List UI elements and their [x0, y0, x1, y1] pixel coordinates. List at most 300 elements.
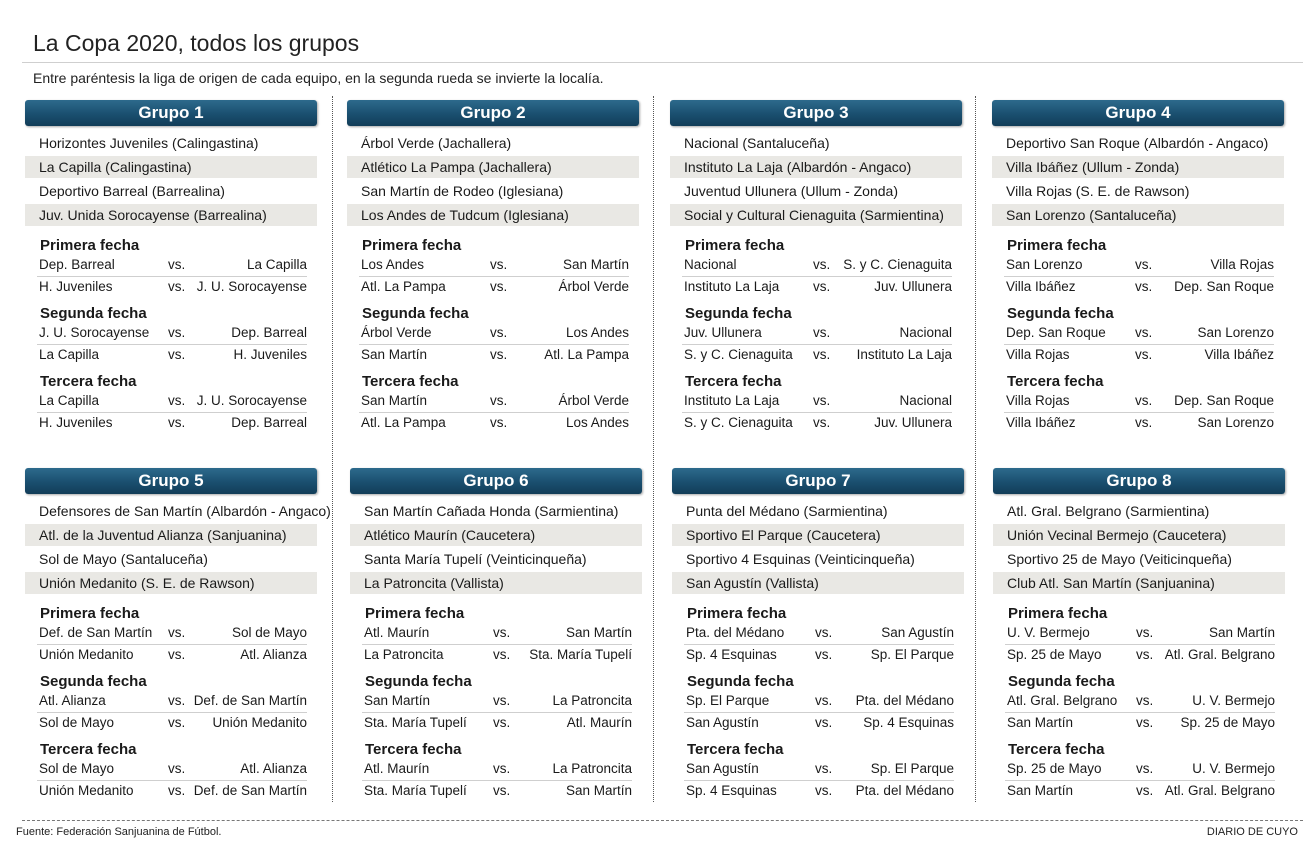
fixture-round [350, 672, 642, 734]
away-team: Sp. El Parque [870, 761, 954, 776]
fixture-round [25, 740, 317, 802]
match-row [37, 691, 307, 713]
match-row [359, 391, 629, 413]
match-row [362, 691, 632, 713]
round-title: Primera fecha [40, 237, 140, 254]
team-item: Atlético Maurín (Caucetera) [350, 524, 642, 546]
team-item: Horizontes Juveniles (Calingastina) [39, 135, 259, 151]
team-item: Sol de Mayo (Santaluceña) [39, 551, 208, 567]
fixture-round [993, 604, 1285, 666]
match-row [1005, 691, 1275, 713]
home-team: Unión Medanito [39, 647, 134, 662]
round-title: Primera fecha [1008, 605, 1108, 622]
away-team: S. y C. Cienaguita [843, 257, 952, 272]
versus-label: vs. [168, 625, 186, 640]
team-item: Defensores de San Martín (Albardón - Angaco) [39, 503, 331, 519]
team-item: Juventud Ullunera (Ullum - Zonda) [684, 183, 898, 199]
away-team: Sp. El Parque [870, 647, 954, 662]
footer-divider [22, 820, 1303, 821]
team-item: Los Andes de Tudcum (Iglesiana) [347, 204, 639, 226]
team-item: Atl. Gral. Belgrano (Sarmientina) [1007, 503, 1210, 519]
versus-label: vs. [1135, 257, 1153, 272]
fixture-round [993, 672, 1285, 734]
match-row [682, 277, 952, 298]
versus-label: vs. [815, 693, 833, 708]
group-panel [992, 100, 1284, 434]
away-team: Árbol Verde [558, 279, 629, 294]
match-row [359, 323, 629, 345]
home-team: Sp. 4 Esquinas [686, 783, 777, 798]
fixture-round [25, 304, 317, 366]
home-team: La Patroncita [364, 647, 444, 662]
round-title: Tercera fecha [365, 741, 462, 758]
group-header: Grupo 1 [25, 100, 317, 126]
round-title: Segunda fecha [1008, 673, 1115, 690]
versus-label: vs. [493, 693, 511, 708]
round-title: Segunda fecha [687, 673, 794, 690]
team-list [993, 500, 1285, 594]
match-row [684, 781, 954, 802]
fixture-round [25, 604, 317, 666]
team-item: Instituto La Laja (Albardón - Angaco) [670, 156, 962, 178]
away-team: Def. de San Martín [193, 693, 307, 708]
match-row [684, 645, 954, 666]
away-team: San Martín [565, 625, 632, 640]
home-team: J. U. Sorocayense [39, 325, 150, 340]
fixture-round [347, 304, 639, 366]
away-team: La Patroncita [552, 761, 632, 776]
home-team: S. y C. Cienaguita [684, 347, 793, 362]
home-team: Atl. Gral. Belgrano [1007, 693, 1118, 708]
versus-label: vs. [1135, 393, 1153, 408]
team-item: Nacional (Santaluceña) [684, 135, 830, 151]
home-team: Sta. María Tupelí [364, 715, 467, 730]
group-header: Grupo 6 [350, 468, 642, 494]
home-team: Atl. Maurín [364, 625, 430, 640]
home-team: Villa Rojas [1006, 347, 1070, 362]
fixture-round [670, 372, 962, 434]
fixture-round [350, 604, 642, 666]
match-row [37, 623, 307, 645]
away-team: Atl. Maurín [566, 715, 632, 730]
home-team: Villa Ibáñez [1006, 415, 1076, 430]
match-row [1004, 413, 1274, 434]
versus-label: vs. [1136, 625, 1154, 640]
home-team: Sp. El Parque [686, 693, 770, 708]
home-team: Unión Medanito [39, 783, 134, 798]
team-item: Unión Medanito (S. E. de Rawson) [25, 572, 317, 594]
match-row [359, 413, 629, 434]
away-team: Los Andes [565, 325, 629, 340]
versus-label: vs. [493, 783, 511, 798]
group-panel [347, 100, 639, 434]
home-team: La Capilla [39, 347, 100, 362]
team-list [670, 132, 962, 226]
fixture-round [993, 740, 1285, 802]
match-row [1005, 645, 1275, 666]
fixture-round [25, 236, 317, 298]
fixture-round [25, 672, 317, 734]
match-row [1004, 255, 1274, 277]
round-title: Primera fecha [687, 605, 787, 622]
away-team: U. V. Bermejo [1192, 693, 1275, 708]
fixture-round [992, 372, 1284, 434]
round-title: Segunda fecha [40, 305, 147, 322]
home-team: Atl. La Pampa [361, 415, 446, 430]
fixture-round [672, 740, 964, 802]
team-item: Árbol Verde (Jachallera) [361, 135, 512, 151]
home-team: Sp. 25 de Mayo [1007, 761, 1102, 776]
away-team: Dep. San Roque [1174, 393, 1274, 408]
round-title: Tercera fecha [1007, 373, 1104, 390]
match-row [37, 781, 307, 802]
versus-label: vs. [813, 415, 831, 430]
team-list [25, 500, 331, 594]
away-team: Dep. San Roque [1174, 279, 1274, 294]
column-divider [332, 96, 333, 802]
versus-label: vs. [490, 279, 508, 294]
page-subtitle: Entre paréntesis la liga de origen de cada equipo, en la segunda rueda se invierte la localía. [33, 70, 604, 86]
team-item: San Lorenzo (Santaluceña) [992, 204, 1284, 226]
team-list [350, 500, 642, 594]
versus-label: vs. [168, 761, 186, 776]
match-row [1004, 345, 1274, 366]
team-item: San Agustín (Vallista) [672, 572, 964, 594]
round-title: Tercera fecha [40, 373, 137, 390]
match-row [37, 645, 307, 666]
home-team: Nacional [684, 257, 737, 272]
away-team: La Capilla [246, 257, 307, 272]
home-team: Def. de San Martín [39, 625, 153, 640]
team-item: Sportivo 4 Esquinas (Veinticinqueña) [686, 551, 915, 567]
team-item: Atl. de la Juventud Alianza (Sanjuanina) [25, 524, 317, 546]
team-item: La Capilla (Calingastina) [25, 156, 317, 178]
home-team: Juv. Ullunera [684, 325, 762, 340]
home-team: Sp. 4 Esquinas [686, 647, 777, 662]
group-panel [350, 468, 642, 802]
home-team: Atl. Alianza [39, 693, 106, 708]
home-team: San Martín [361, 393, 428, 408]
home-team: Atl. Maurín [364, 761, 430, 776]
away-team: H. Juveniles [233, 347, 307, 362]
versus-label: vs. [813, 347, 831, 362]
team-item: San Martín de Rodeo (Iglesiana) [361, 183, 564, 199]
round-title: Primera fecha [362, 237, 462, 254]
home-team: Villa Ibáñez [1006, 279, 1076, 294]
versus-label: vs. [493, 761, 511, 776]
home-team: San Agustín [686, 761, 759, 776]
versus-label: vs. [1135, 347, 1153, 362]
match-row [682, 391, 952, 413]
round-title: Primera fecha [1007, 237, 1107, 254]
match-row [682, 255, 952, 277]
team-list [992, 132, 1284, 226]
match-row [362, 759, 632, 781]
fixture-round [992, 304, 1284, 366]
brand-credit: DIARIO DE CUYO [1206, 826, 1298, 838]
versus-label: vs. [1136, 761, 1154, 776]
home-team: La Capilla [39, 393, 100, 408]
round-title: Tercera fecha [685, 373, 782, 390]
source-note: Fuente: Federación Sanjuanina de Fútbol. [16, 826, 222, 838]
round-title: Tercera fecha [687, 741, 784, 758]
group-panel [25, 468, 331, 802]
fixture-round [350, 740, 642, 802]
fixture-round [672, 672, 964, 734]
away-team: Sta. María Tupelí [529, 647, 632, 662]
away-team: La Patroncita [552, 693, 632, 708]
fixture-round [347, 236, 639, 298]
away-team: San Martín [565, 783, 632, 798]
team-item: Deportivo Barreal (Barrealina) [39, 183, 225, 199]
away-team: Dep. Barreal [231, 325, 307, 340]
versus-label: vs. [815, 715, 833, 730]
versus-label: vs. [490, 415, 508, 430]
match-row [362, 781, 632, 802]
versus-label: vs. [815, 625, 833, 640]
home-team: San Lorenzo [1006, 257, 1083, 272]
home-team: H. Juveniles [39, 415, 113, 430]
versus-label: vs. [168, 647, 186, 662]
home-team: Instituto La Laja [684, 279, 780, 294]
versus-label: vs. [168, 693, 186, 708]
away-team: U. V. Bermejo [1192, 761, 1275, 776]
team-list [25, 132, 317, 226]
away-team: Atl. Gral. Belgrano [1164, 783, 1275, 798]
team-item: San Martín Cañada Honda (Sarmientina) [364, 503, 619, 519]
group-header: Grupo 8 [993, 468, 1285, 494]
team-item: Santa María Tupelí (Veinticinqueña) [364, 551, 587, 567]
away-team: Instituto La Laja [856, 347, 952, 362]
match-row [37, 277, 307, 298]
group-header: Grupo 3 [670, 100, 962, 126]
round-title: Segunda fecha [365, 673, 472, 690]
team-list [672, 500, 964, 594]
home-team: U. V. Bermejo [1007, 625, 1090, 640]
column-divider [975, 96, 976, 802]
versus-label: vs. [168, 415, 186, 430]
round-title: Primera fecha [365, 605, 465, 622]
team-item: Atlético La Pampa (Jachallera) [347, 156, 639, 178]
home-team: Sta. María Tupelí [364, 783, 467, 798]
fixture-round [347, 372, 639, 434]
group-panel [25, 100, 317, 434]
round-title: Segunda fecha [40, 673, 147, 690]
fixture-round [25, 372, 317, 434]
versus-label: vs. [1136, 693, 1154, 708]
versus-label: vs. [1136, 647, 1154, 662]
versus-label: vs. [490, 347, 508, 362]
away-team: San Agustín [881, 625, 954, 640]
match-row [362, 713, 632, 734]
versus-label: vs. [493, 715, 511, 730]
round-title: Primera fecha [40, 605, 140, 622]
away-team: J. U. Sorocayense [196, 279, 307, 294]
round-title: Primera fecha [685, 237, 785, 254]
away-team: Sol de Mayo [231, 625, 307, 640]
group-header: Grupo 4 [992, 100, 1284, 126]
versus-label: vs. [1136, 783, 1154, 798]
away-team: Árbol Verde [558, 393, 629, 408]
match-row [37, 323, 307, 345]
group-header: Grupo 7 [672, 468, 964, 494]
versus-label: vs. [168, 715, 186, 730]
fixture-round [672, 604, 964, 666]
match-row [1004, 323, 1274, 345]
away-team: Juv. Ullunera [874, 415, 952, 430]
match-row [682, 323, 952, 345]
versus-label: vs. [813, 257, 831, 272]
versus-label: vs. [815, 783, 833, 798]
team-item: Social y Cultural Cienaguita (Sarmientina) [670, 204, 962, 226]
round-title: Tercera fecha [1008, 741, 1105, 758]
home-team: Los Andes [361, 257, 425, 272]
away-team: Unión Medanito [212, 715, 307, 730]
match-row [359, 345, 629, 366]
away-team: Los Andes [565, 415, 629, 430]
match-row [684, 623, 954, 645]
away-team: Pta. del Médano [855, 693, 954, 708]
versus-label: vs. [1135, 415, 1153, 430]
home-team: Atl. La Pampa [361, 279, 446, 294]
team-item: Villa Rojas (S. E. de Rawson) [1006, 183, 1190, 199]
match-row [362, 623, 632, 645]
home-team: San Martín [1007, 715, 1074, 730]
match-row [37, 391, 307, 413]
home-team: Dep. Barreal [39, 257, 115, 272]
away-team: Juv. Ullunera [874, 279, 952, 294]
away-team: San Martín [1208, 625, 1275, 640]
home-team: Villa Rojas [1006, 393, 1070, 408]
home-team: Sol de Mayo [39, 715, 115, 730]
team-item: Sportivo 25 de Mayo (Veiticinqueña) [1007, 551, 1232, 567]
home-team: San Agustín [686, 715, 759, 730]
group-header: Grupo 2 [347, 100, 639, 126]
versus-label: vs. [813, 393, 831, 408]
home-team: Pta. del Médano [686, 625, 785, 640]
away-team: Atl. Gral. Belgrano [1164, 647, 1275, 662]
match-row [359, 255, 629, 277]
fixture-round [992, 236, 1284, 298]
match-row [362, 645, 632, 666]
away-team: Def. de San Martín [193, 783, 307, 798]
team-list [347, 132, 639, 226]
away-team: J. U. Sorocayense [196, 393, 307, 408]
away-team: Villa Ibáñez [1204, 347, 1274, 362]
away-team: Villa Rojas [1210, 257, 1274, 272]
round-title: Tercera fecha [40, 741, 137, 758]
match-row [37, 759, 307, 781]
away-team: Pta. del Médano [855, 783, 954, 798]
match-row [1005, 623, 1275, 645]
group-header: Grupo 5 [25, 468, 317, 494]
versus-label: vs. [168, 393, 186, 408]
away-team: Atl. La Pampa [544, 347, 629, 362]
versus-label: vs. [168, 257, 186, 272]
match-row [1004, 277, 1274, 298]
match-row [1005, 781, 1275, 802]
match-row [37, 255, 307, 277]
away-team: Nacional [899, 325, 952, 340]
fixture-round [670, 236, 962, 298]
versus-label: vs. [1136, 715, 1154, 730]
team-item: Villa Ibáñez (Ullum - Zonda) [992, 156, 1284, 178]
away-team: Atl. Alianza [240, 761, 307, 776]
versus-label: vs. [168, 347, 186, 362]
fixture-round [670, 304, 962, 366]
match-row [359, 277, 629, 298]
versus-label: vs. [493, 647, 511, 662]
team-item: Juv. Unida Sorocayense (Barrealina) [25, 204, 317, 226]
versus-label: vs. [813, 325, 831, 340]
round-title: Segunda fecha [362, 305, 469, 322]
versus-label: vs. [813, 279, 831, 294]
match-row [682, 345, 952, 366]
match-row [1004, 391, 1274, 413]
home-team: S. y C. Cienaguita [684, 415, 793, 430]
home-team: Árbol Verde [361, 325, 432, 340]
match-row [1005, 759, 1275, 781]
away-team: Dep. Barreal [231, 415, 307, 430]
home-team: Instituto La Laja [684, 393, 780, 408]
home-team: Dep. San Roque [1006, 325, 1106, 340]
team-item: Deportivo San Roque (Albardón - Angaco) [1006, 135, 1269, 151]
versus-label: vs. [490, 257, 508, 272]
home-team: Sp. 25 de Mayo [1007, 647, 1102, 662]
match-row [684, 691, 954, 713]
match-row [682, 413, 952, 434]
team-item: Punta del Médano (Sarmientina) [686, 503, 888, 519]
match-row [684, 759, 954, 781]
team-item: Club Atl. San Martín (Sanjuanina) [993, 572, 1285, 594]
away-team: Sp. 25 de Mayo [1180, 715, 1275, 730]
versus-label: vs. [1135, 279, 1153, 294]
versus-label: vs. [168, 325, 186, 340]
versus-label: vs. [168, 279, 186, 294]
away-team: Atl. Alianza [240, 647, 307, 662]
versus-label: vs. [490, 325, 508, 340]
match-row [37, 345, 307, 366]
away-team: San Martín [562, 257, 629, 272]
away-team: Nacional [899, 393, 952, 408]
away-team: San Lorenzo [1197, 325, 1274, 340]
round-title: Tercera fecha [362, 373, 459, 390]
versus-label: vs. [1135, 325, 1153, 340]
team-item: Sportivo El Parque (Caucetera) [672, 524, 964, 546]
column-divider [653, 96, 654, 802]
home-team: San Martín [364, 693, 431, 708]
home-team: Sol de Mayo [39, 761, 115, 776]
match-row [37, 713, 307, 734]
page-title: La Copa 2020, todos los grupos [33, 30, 360, 56]
team-item: La Patroncita (Vallista) [350, 572, 642, 594]
versus-label: vs. [168, 783, 186, 798]
team-item: Unión Vecinal Bermejo (Caucetera) [993, 524, 1285, 546]
versus-label: vs. [490, 393, 508, 408]
versus-label: vs. [815, 761, 833, 776]
group-panel [993, 468, 1285, 802]
round-title: Segunda fecha [1007, 305, 1114, 322]
away-team: Sp. 4 Esquinas [863, 715, 954, 730]
round-title: Segunda fecha [685, 305, 792, 322]
match-row [684, 713, 954, 734]
group-panel [672, 468, 964, 802]
versus-label: vs. [493, 625, 511, 640]
match-row [1005, 713, 1275, 734]
title-divider [22, 62, 1303, 63]
match-row [37, 413, 307, 434]
home-team: San Martín [1007, 783, 1074, 798]
